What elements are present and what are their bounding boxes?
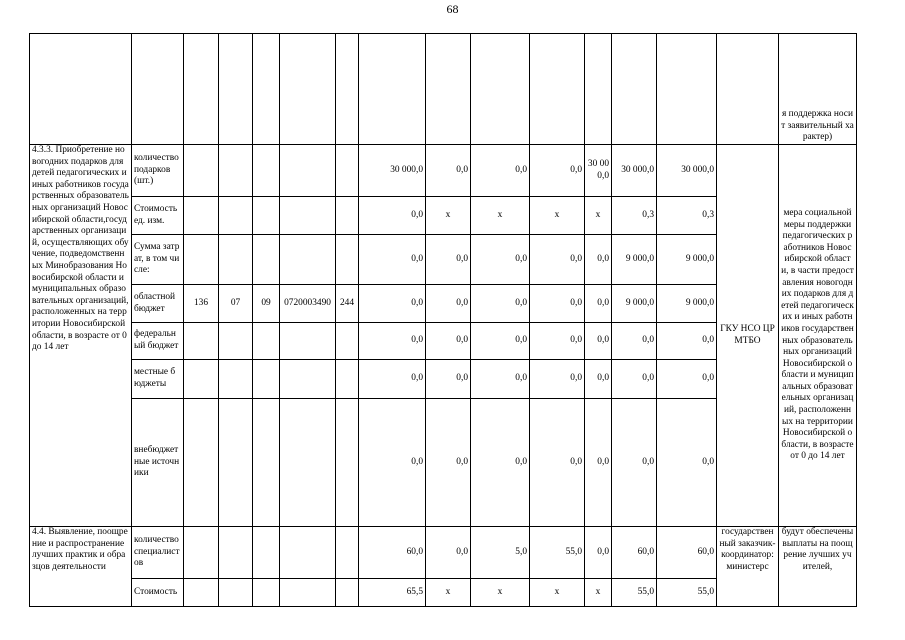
table-row: внебюджетные источники 0,0 0,0 0,0 0,0 0,0 0,0 0,0 [30, 399, 857, 527]
section-433-result: мера социальной меры поддержки педагогических работников Новосибирской области, в части предоставления новогодних подарков для детей педагогических и иных работников государственных образовательных организаций Новосибирской области и муниципальных образовательных организаций, расположенных на территории Новосибирской области, в возрасте от 0 до 14 лет [779, 145, 857, 527]
table-row: Стоимость 65,5 x x x x 55,0 55,0 [30, 579, 857, 607]
table-row: Стоимость ед. изм. 0,0 x x x x 0,3 0,3 [30, 197, 857, 235]
table-row: федеральный бюджет 0,0 0,0 0,0 0,0 0,0 0,0 0,0 [30, 323, 857, 360]
program-activities-table [29, 33, 857, 607]
table-row: областной бюджет 136 07 09 0720003490 244 0,0 0,0 0,0 0,0 0,0 9 000,0 9 000,0 [30, 285, 857, 323]
page-number: 68 [446, 2, 459, 16]
table-row: Сумма затрат, в том числе: 0,0 0,0 0,0 0,0 0,0 9 000,0 9 000,0 [30, 235, 857, 285]
section-433-executor: ГКУ НСО ЦРМТБО [717, 145, 779, 527]
table-row: 4.3.3. Приобретение новогодних подарков для детей педагогических и иных работников государственных образовательных организаций Новосибирской области,государственных организаций, осуществляющих обучение, подведомственных Минобразования Новосибирской области и муниципальных образовательных организаций, расположенных на территории Новосибирской области, в возрасте от 0 до 14 лет количество подарков (шт.) 30 000,0 0,0 0,0 0,0 30 000,0 30 000,0 30 000,0 ГКУ НСО ЦРМТБО мера социальной меры поддержки педагогических работников Новосибирской области, в части предоставления новогодних подарков для детей педагогических и иных работников государственных образовательных организаций Новосибирской области и муниципальных образовательных организаций, расположенных на территории Новосибирской области, в возрасте от 0 до 14 лет [30, 145, 857, 197]
note-continuation: я поддержка носит заявительный характер) [779, 34, 857, 145]
section-44-result: будут обеспечены выплаты на поощрение лучших учителей, [779, 527, 857, 607]
table-row: местные бюджеты 0,0 0,0 0,0 0,0 0,0 0,0 0,0 [30, 360, 857, 399]
section-44-executor: государственный заказчик-координатор: министерс [717, 527, 779, 607]
table-row: 4.4. Выявление, поощрение и распространение лучших практик и образцов деятельности количество специалистов 60,0 0,0 5,0 55,0 0,0 60,0 60,0 государственный заказчик-координатор: министерс будут обеспечены выплаты на поощрение лучших учителей, [30, 527, 857, 579]
section-44-title: 4.4. Выявление, поощрение и распространение лучших практик и образцов деятельности [30, 527, 132, 607]
continuation-row [30, 34, 857, 145]
section-433-title: 4.3.3. Приобретение новогодних подарков для детей педагогических и иных работников государственных образовательных организаций Новосибирской области,государственных организаций, осуществляющих обучение, подведомственных Минобразования Новосибирской области и муниципальных образовательных организаций, расположенных на территории Новосибирской области, в возрасте от 0 до 14 лет [30, 145, 132, 527]
